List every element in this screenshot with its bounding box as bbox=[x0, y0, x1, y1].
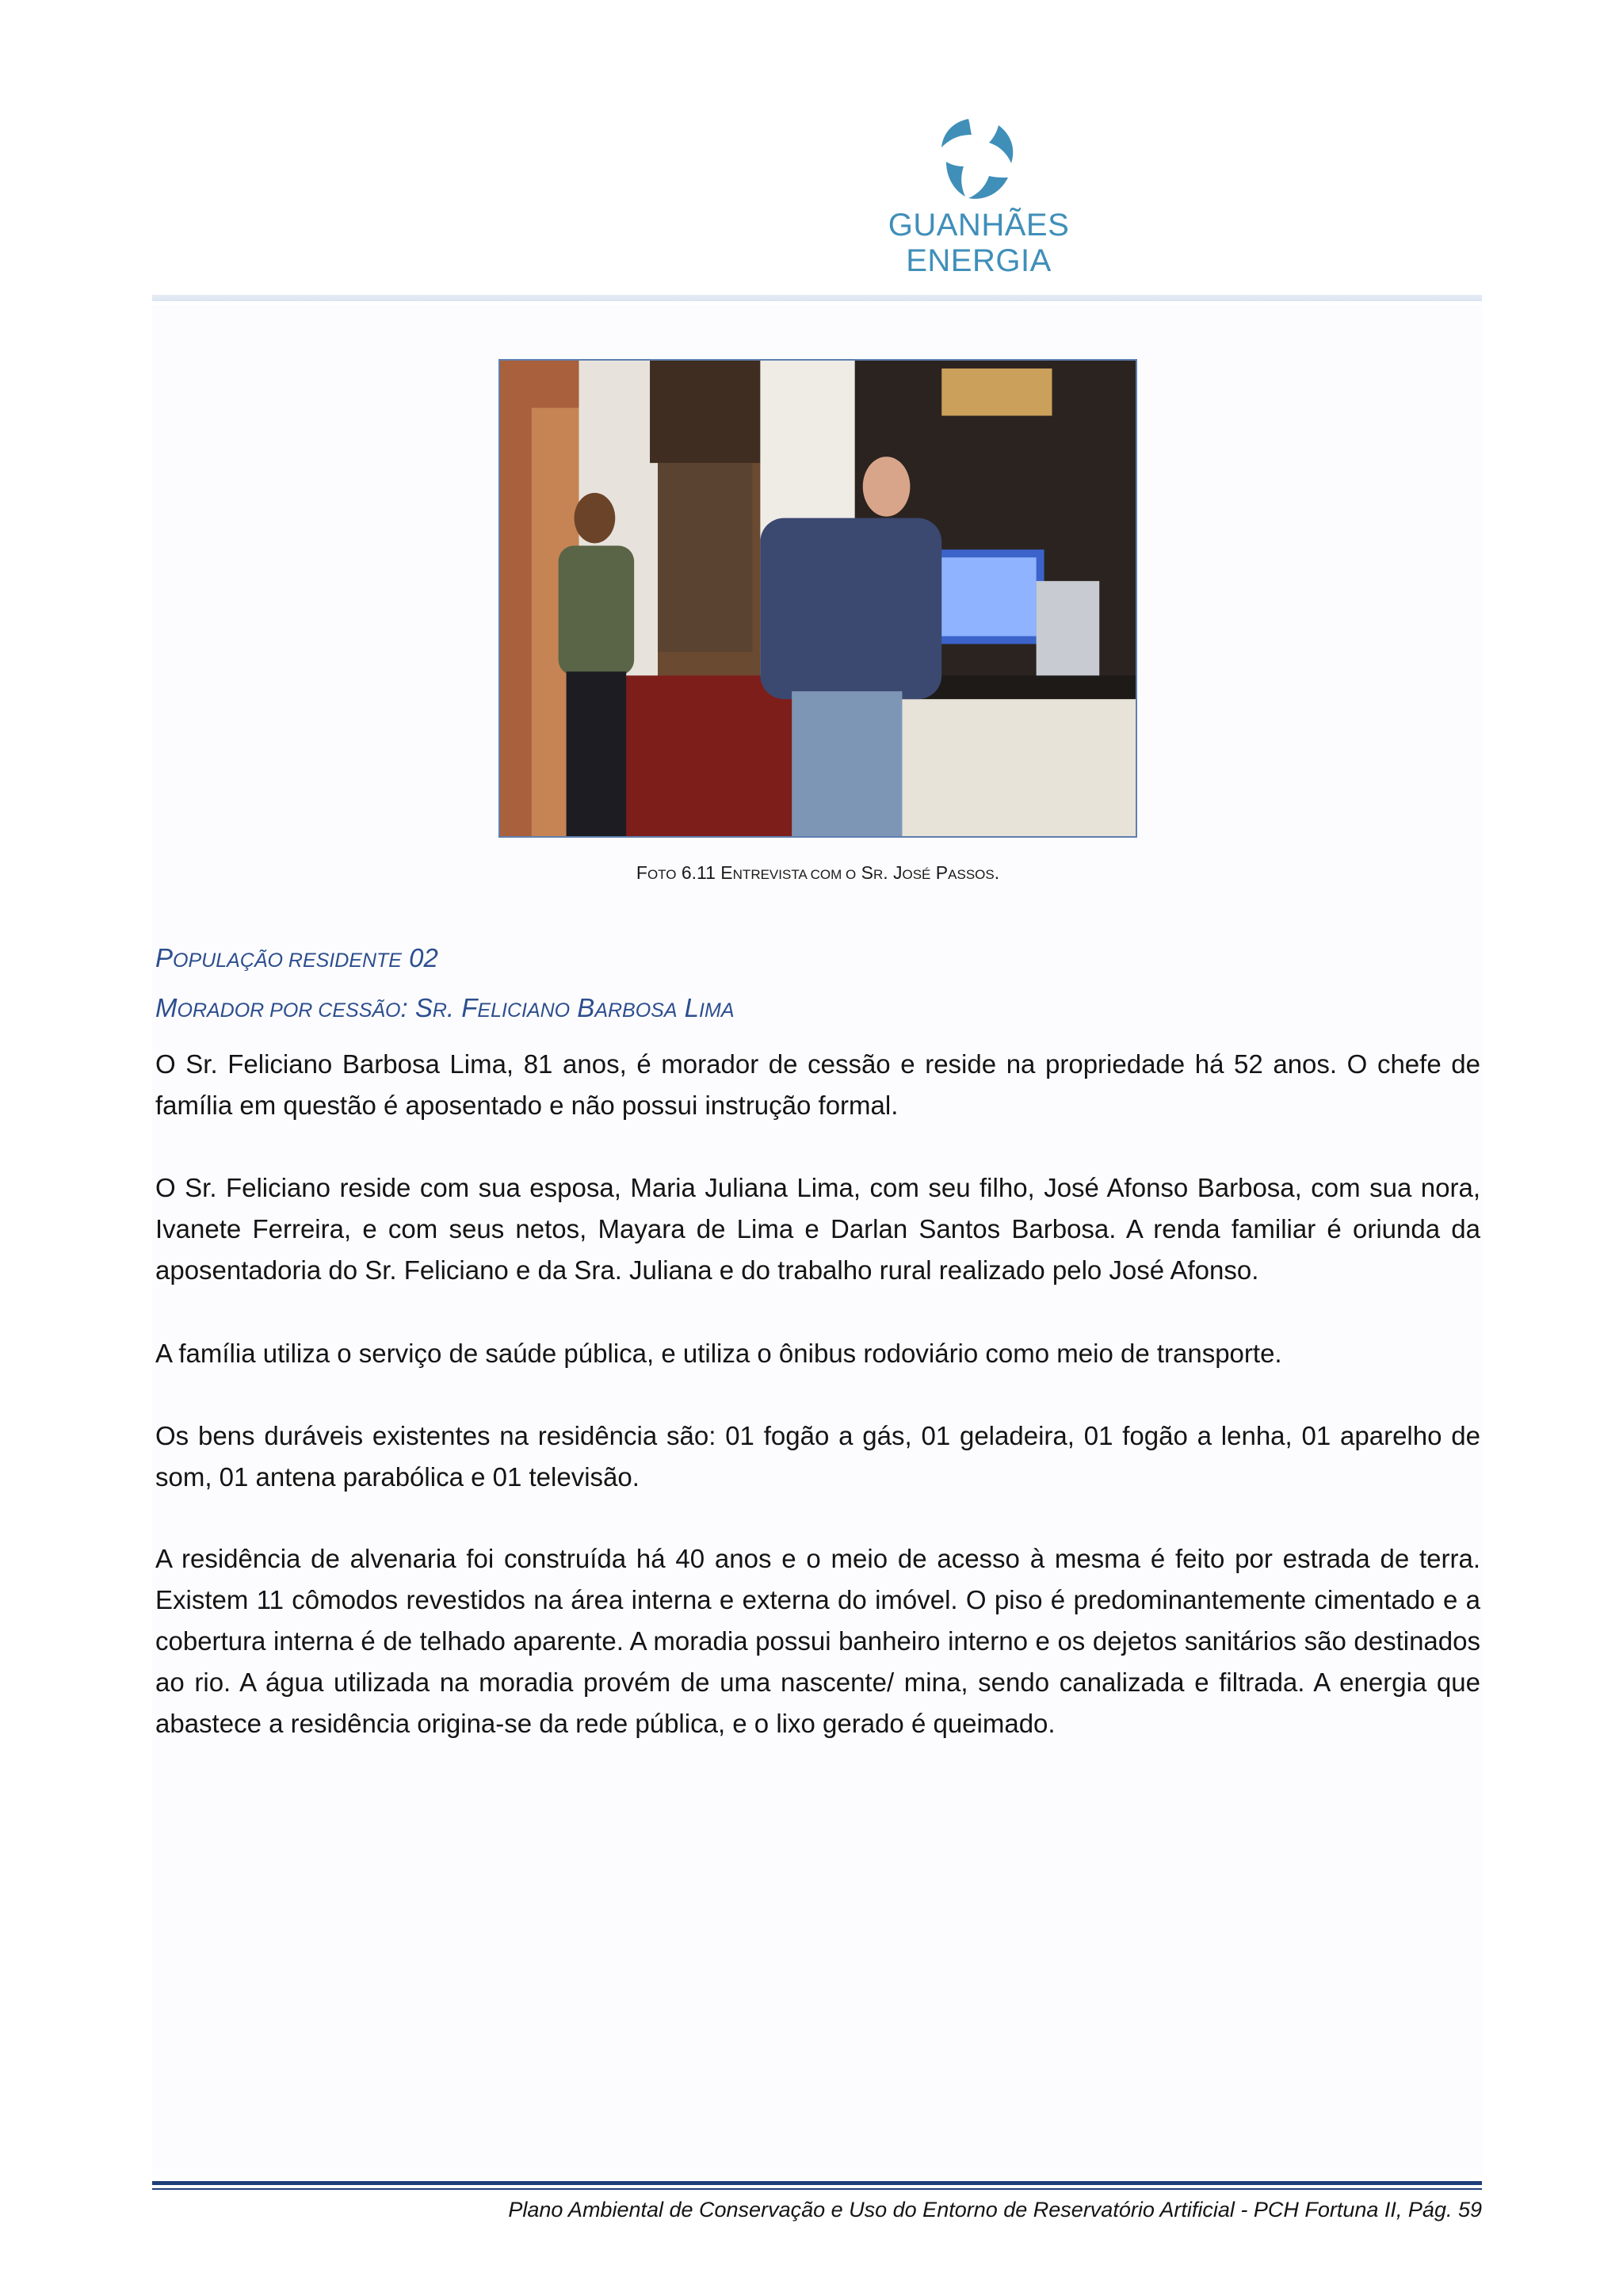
text-run: ORADOR POR CESSÃO bbox=[177, 999, 401, 1022]
text-run: P bbox=[930, 862, 949, 883]
text-run: P bbox=[155, 943, 174, 972]
logo-swirl-icon bbox=[929, 111, 1027, 209]
text-run: B bbox=[570, 993, 595, 1022]
text-run: R bbox=[432, 999, 447, 1022]
section-subtitle-resident bbox=[155, 993, 735, 1023]
text-run: . bbox=[994, 862, 1000, 883]
page-footer: Plano Ambiental de Conservação e Uso do Entorno de Reservatório Artificial - PCH Fortuna II, Pág. 59 bbox=[508, 2198, 1482, 2222]
paragraph-family: O Sr. Feliciano reside com sua esposa, Maria Juliana Lima, com seu filho, José Afonso Barbosa, com sua nora, Ivanete Ferreira, e com seus netos, Mayara de Lima e Darlan Santos Barbosa. A renda familiar é oriunda da aposentadoria do Sr. Feliciano e da Sra. Juliana e do trabalho rural realizado pelo José Afonso. bbox=[155, 1173, 1480, 1285]
text-run: M bbox=[155, 993, 178, 1022]
section-title-population bbox=[155, 943, 438, 973]
text-run: R bbox=[873, 867, 884, 882]
paragraph-housing: A residência de alvenaria foi construída há 40 anos e o meio de acesso à mesma é feito por estrada de terra. Existem 11 cômodos revestidos na área interna e externa do imóvel. O piso é predominantemente cimentado e a cobertura interna é de telhado aparente. A moradia possui banheiro interno e os dejetos sanitários são destinados ao rio. A água utilizada na moradia provém de uma nascente/ mina, sendo canalizada e filtrada. A energia que abastece a residência origina-se da rede pública, e o lixo gerado é queimado. bbox=[155, 1544, 1480, 1738]
text-run: S bbox=[856, 862, 873, 883]
paragraph-services: A família utiliza o serviço de saúde pública, e utiliza o ônibus rodoviário como meio de transporte. bbox=[155, 1339, 1282, 1368]
text-run: NTREVISTA COM O bbox=[732, 867, 857, 882]
text-run: 02 bbox=[401, 943, 438, 972]
text-run: : S bbox=[400, 993, 433, 1022]
logo-text: GUANHÃES ENERGIA bbox=[888, 208, 1070, 278]
text-run: OTO bbox=[647, 867, 677, 882]
photo-caption bbox=[498, 862, 1137, 884]
paragraph-resident-profile: O Sr. Feliciano Barbosa Lima, 81 anos, é morador de cessão e reside na propriedade há 52 anos. O chefe de família em questão é aposentado e não possui instrução formal. bbox=[155, 1049, 1480, 1120]
text-run: . J bbox=[883, 862, 903, 883]
header-divider bbox=[152, 295, 1482, 301]
paragraph-durable-goods: Os bens duráveis existentes na residência são: 01 fogão a gás, 01 geladeira, 01 fogão a lenha, 01 aparelho de som, 01 antena parabólica e 01 televisão. bbox=[155, 1421, 1480, 1492]
text-run: . F bbox=[446, 993, 478, 1022]
text-run: 6.11 E bbox=[676, 862, 733, 883]
text-run: ELICIANO bbox=[477, 999, 571, 1022]
text-run: IMA bbox=[699, 999, 735, 1022]
footer-divider-thin bbox=[152, 2188, 1482, 2190]
company-logo bbox=[824, 111, 1133, 278]
text-run: OSÉ bbox=[902, 867, 931, 882]
text-run: ASSOS bbox=[948, 867, 995, 882]
photo-caption-text bbox=[636, 862, 999, 883]
interview-photo bbox=[498, 359, 1137, 838]
text-run: F bbox=[636, 862, 647, 883]
text-run: L bbox=[677, 993, 700, 1022]
footer-divider bbox=[152, 2181, 1482, 2185]
text-run: ARBOSA bbox=[594, 999, 678, 1022]
text-run: OPULAÇÃO RESIDENTE bbox=[173, 949, 402, 972]
